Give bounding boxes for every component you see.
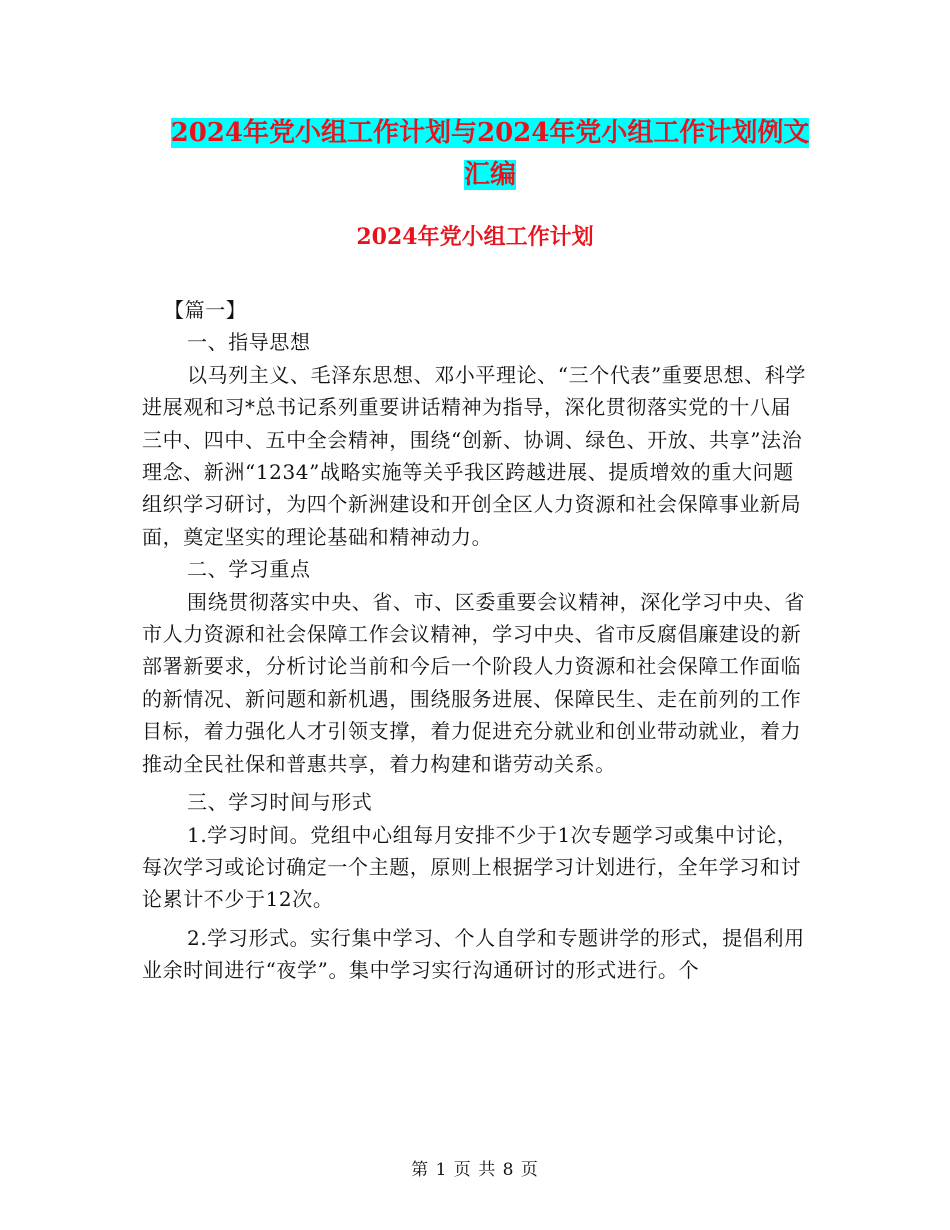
heading-study-focus: 二、学习重点 xyxy=(187,557,311,582)
document-title xyxy=(140,112,840,196)
paragraph-study-focus: 围绕贯彻落实中央、省、市、区委重要会议精神，深化学习中央、省市人力资源和社会保障工作会议精神，学习中央、省市反腐倡廉建设的新部署新要求，分析讨论当前和今后一个阶段人力资源和社会保障工作面临的新情况、新问题和新机遇，围绕服务进展、保障民生、走在前列的工作目标，着力强化人才引领支撑，着力促进充分就业和创业带动就业，着力推动全民社保和普惠共享，着力构建和谐劳动关系。 xyxy=(142,589,805,776)
heading-time-and-form: 三、学习时间与形式 xyxy=(187,790,373,815)
section-title: 2024年党小组工作计划 xyxy=(356,224,594,250)
document-title-line2: 汇编 xyxy=(463,160,516,190)
paragraph-guiding-ideology: 以马列主义、毛泽东思想、邓小平理论、“三个代表”重要思想、科学进展观和习*总书记系列重要讲话精神为指导，深化贯彻落实党的十八届三中、四中、五中全会精神，围绕“创新、协调、绿色、开放、共享”法治理念、新洲“1234”战略实施等关乎我区跨越进展、提质增效的重大问题组织学习研讨，为四个新洲建设和开创全区人力资源和社会保障事业新局面，奠定坚实的理论基础和精神动力。 xyxy=(142,362,807,549)
document-body xyxy=(142,294,807,987)
part-label: 【篇一】 xyxy=(164,298,247,322)
document-title-line1: 2024年党小组工作计划与2024年党小组工作计划例文 xyxy=(170,118,810,148)
paragraph-study-time: 1.学习时间。党组中心组每月安排不少于1次专题学习或集中讨论，每次学习或论讨确定一个主题，原则上根据学习计划进行，全年学习和讨论累计不少于12次。 xyxy=(142,822,802,912)
heading-guiding-ideology: 一、指导思想 xyxy=(187,330,311,355)
paragraph-study-form: 2.学习形式。实行集中学习、个人自学和专题讲学的形式，提倡利用业余时间进行“夜学”。集中学习实行沟通研讨的形式进行。个 xyxy=(142,925,805,983)
page-number-footer: 第 1 页 共 8 页 xyxy=(411,1160,539,1180)
